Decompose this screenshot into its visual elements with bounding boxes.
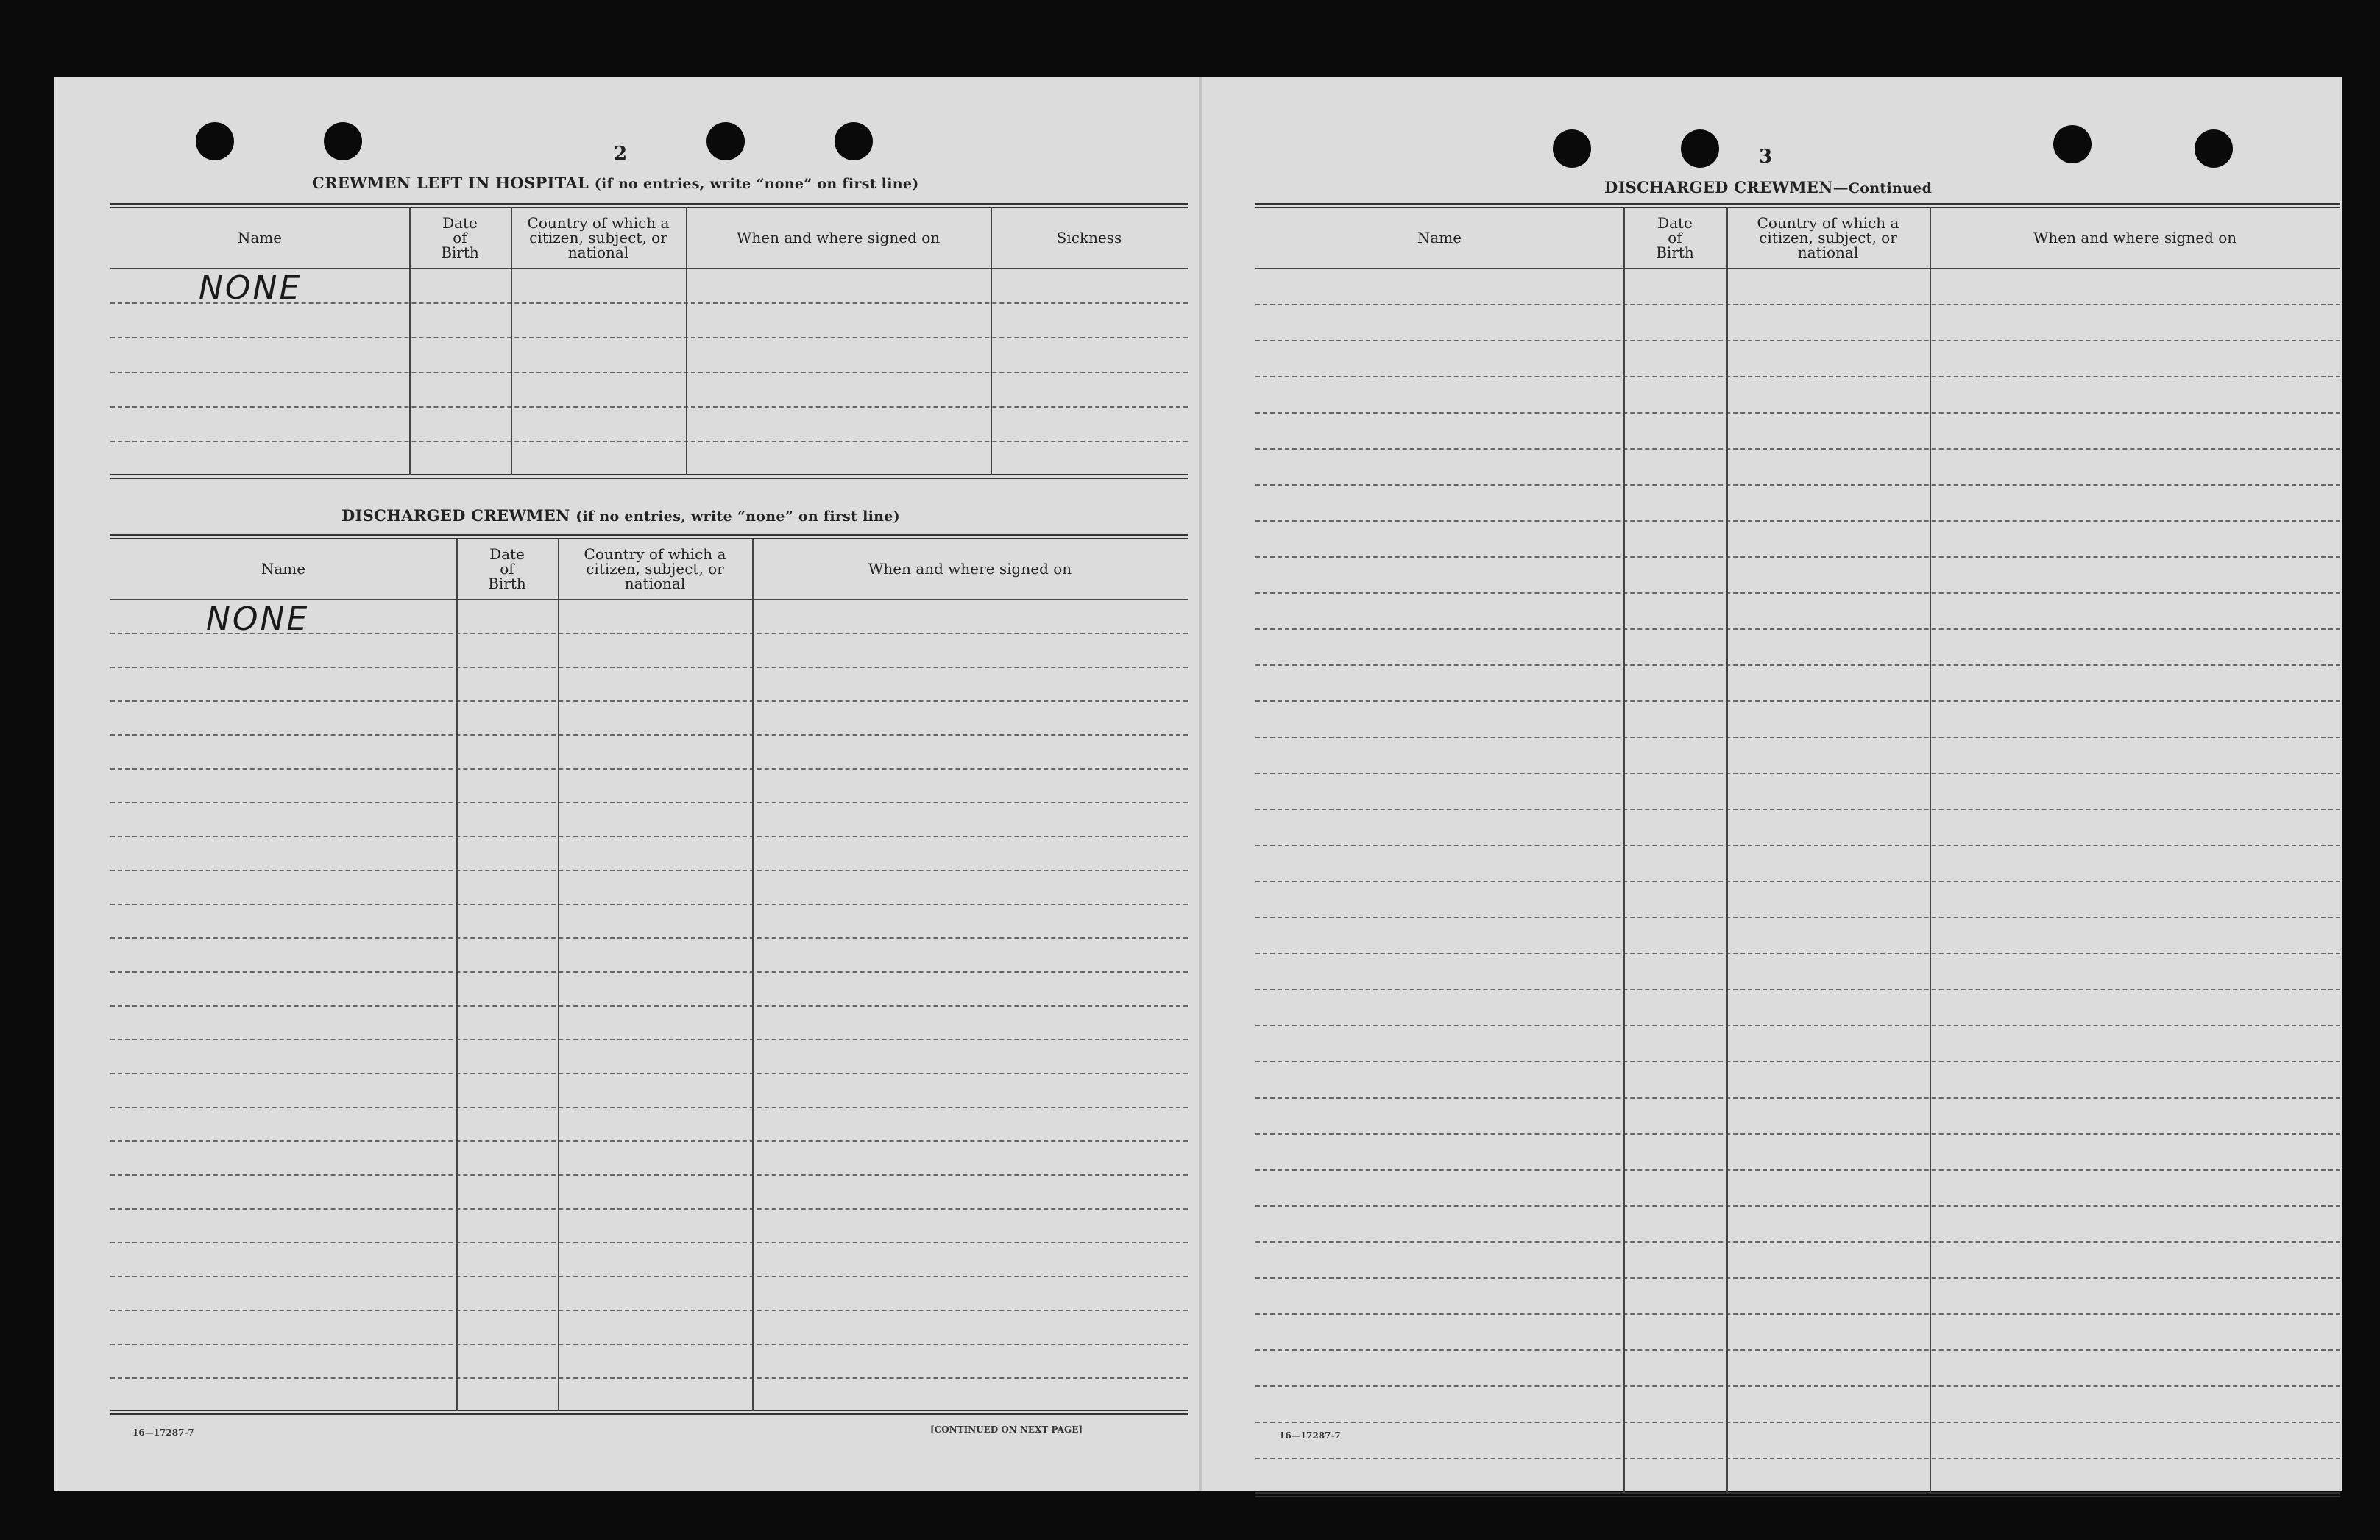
row-rule	[110, 372, 1188, 373]
continued-note: [CONTINUED ON NEXT PAGE]	[930, 1424, 1083, 1435]
table-bottom-rule	[110, 1410, 1188, 1415]
column-rule	[511, 208, 512, 475]
row-rule	[110, 633, 1188, 634]
row-rule	[110, 802, 1188, 803]
header-rule	[110, 599, 1188, 600]
row-rule	[1255, 881, 2340, 882]
col-header-sickness: Sickness	[1056, 229, 1122, 246]
row-rule	[1255, 737, 2340, 738]
row-rule	[110, 302, 1188, 304]
handwritten-entry-none: NONE	[206, 600, 310, 638]
document-sheet	[54, 77, 2342, 1491]
row-rule	[1255, 1061, 2340, 1062]
handwritten-entry-none: NONE	[199, 269, 302, 307]
row-rule	[1255, 376, 2340, 377]
row-rule	[110, 406, 1188, 408]
page-number: 2	[614, 143, 628, 165]
table-top-rule	[1255, 203, 2340, 208]
column-rule	[558, 539, 559, 1411]
row-rule	[1255, 556, 2340, 558]
row-rule	[1255, 1133, 2340, 1135]
row-rule	[1255, 520, 2340, 522]
continued-suffix: Continued	[1848, 180, 1933, 196]
row-rule	[1255, 917, 2340, 918]
hospital-section-title	[312, 174, 919, 192]
row-rule	[110, 904, 1188, 905]
form-number: 16—17287-7	[132, 1427, 194, 1438]
col-header-date-of-birth: Date of Birth	[1656, 214, 1694, 261]
hospital-instruction: (if no entries, write “none” on first line)	[594, 176, 919, 192]
col-header-name: Name	[261, 560, 306, 578]
row-rule	[1255, 700, 2340, 702]
row-rule	[1255, 1313, 2340, 1315]
hospital-table	[110, 203, 1188, 556]
table-bottom-rule	[110, 474, 1188, 479]
punch-hole	[835, 122, 873, 160]
column-rule	[686, 208, 687, 475]
col-header-name: Name	[1417, 229, 1462, 246]
row-rule	[110, 836, 1188, 837]
form-number: 16—17287-7	[1279, 1430, 1341, 1441]
row-rule	[110, 441, 1188, 442]
table-bottom-rule	[1255, 1492, 2340, 1497]
row-rule	[1255, 1422, 2340, 1423]
row-rule	[1255, 1205, 2340, 1207]
column-rule	[1930, 208, 1931, 1494]
col-header-country: Country of which a citizen, subject, or national	[527, 214, 670, 261]
row-rule	[1255, 484, 2340, 486]
row-rule	[1255, 340, 2340, 341]
col-header-name: Name	[237, 229, 283, 246]
punch-hole	[196, 122, 234, 160]
row-rule	[1255, 664, 2340, 666]
row-rule	[110, 768, 1188, 770]
row-rule	[110, 1073, 1188, 1074]
punch-hole	[1553, 129, 1591, 168]
table-top-rule	[110, 534, 1188, 539]
row-rule	[110, 1174, 1188, 1176]
row-rule	[1255, 809, 2340, 810]
row-rule	[110, 870, 1188, 871]
row-rule	[110, 337, 1188, 338]
row-rule	[110, 1276, 1188, 1277]
row-rule	[1255, 304, 2340, 305]
row-rule	[1255, 448, 2340, 450]
row-rule	[1255, 845, 2340, 846]
col-header-signed-on: When and where signed on	[736, 229, 941, 246]
row-rule	[110, 667, 1188, 668]
hospital-title-text: CREWMEN LEFT IN HOSPITAL	[312, 174, 589, 192]
col-header-country: Country of which a citizen, subject, or national	[584, 545, 726, 592]
row-rule	[110, 1242, 1188, 1243]
row-rule	[1255, 628, 2340, 630]
discharged-title-text: DISCHARGED CREWMEN	[341, 506, 570, 525]
row-rule	[1255, 1458, 2340, 1459]
col-header-signed-on: When and where signed on	[868, 560, 1072, 578]
discharged-continued-title	[1604, 178, 1932, 196]
row-rule	[1255, 989, 2340, 990]
page-fold	[1199, 77, 1202, 1491]
column-rule	[752, 539, 754, 1411]
row-rule	[110, 971, 1188, 973]
row-rule	[1255, 1241, 2340, 1243]
row-rule	[110, 1107, 1188, 1108]
row-rule	[1255, 953, 2340, 954]
row-rule	[110, 1344, 1188, 1345]
col-header-date-of-birth: Date of Birth	[441, 214, 479, 261]
row-rule	[110, 1140, 1188, 1142]
punch-hole	[1681, 129, 1719, 168]
row-rule	[1255, 1277, 2340, 1279]
discharged-continued-text: DISCHARGED CREWMEN—	[1604, 178, 1849, 196]
row-rule	[1255, 412, 2340, 414]
row-rule	[110, 1208, 1188, 1210]
row-rule	[1255, 1025, 2340, 1026]
col-header-date-of-birth: Date of Birth	[488, 545, 526, 592]
row-rule	[1255, 592, 2340, 594]
discharged-continued-table	[1255, 203, 2340, 1500]
header-rule	[110, 268, 1188, 269]
row-rule	[1255, 1385, 2340, 1387]
row-rule	[110, 1310, 1188, 1311]
discharged-section-title	[341, 506, 900, 525]
row-rule	[110, 1377, 1188, 1379]
row-rule	[110, 734, 1188, 736]
header-rule	[1255, 268, 2340, 269]
column-rule	[1726, 208, 1728, 1494]
column-rule	[991, 208, 992, 475]
col-header-signed-on: When and where signed on	[2033, 229, 2237, 246]
punch-hole	[324, 122, 362, 160]
row-rule	[110, 700, 1188, 702]
column-rule	[409, 208, 411, 475]
row-rule	[1255, 1169, 2340, 1171]
row-rule	[1255, 773, 2340, 774]
discharged-table	[110, 534, 1188, 1492]
table-top-rule	[110, 203, 1188, 208]
row-rule	[1255, 1097, 2340, 1099]
discharged-instruction: (if no entries, write “none” on first line)	[575, 508, 900, 525]
row-rule	[110, 1039, 1188, 1040]
punch-hole	[706, 122, 745, 160]
row-rule	[110, 1005, 1188, 1007]
row-rule	[110, 937, 1188, 939]
column-rule	[456, 539, 458, 1411]
punch-hole	[2053, 125, 2092, 163]
page-number: 3	[1759, 146, 1773, 168]
punch-hole	[2195, 129, 2233, 168]
row-rule	[1255, 1349, 2340, 1351]
col-header-country: Country of which a citizen, subject, or national	[1757, 214, 1899, 261]
column-rule	[1623, 208, 1625, 1494]
